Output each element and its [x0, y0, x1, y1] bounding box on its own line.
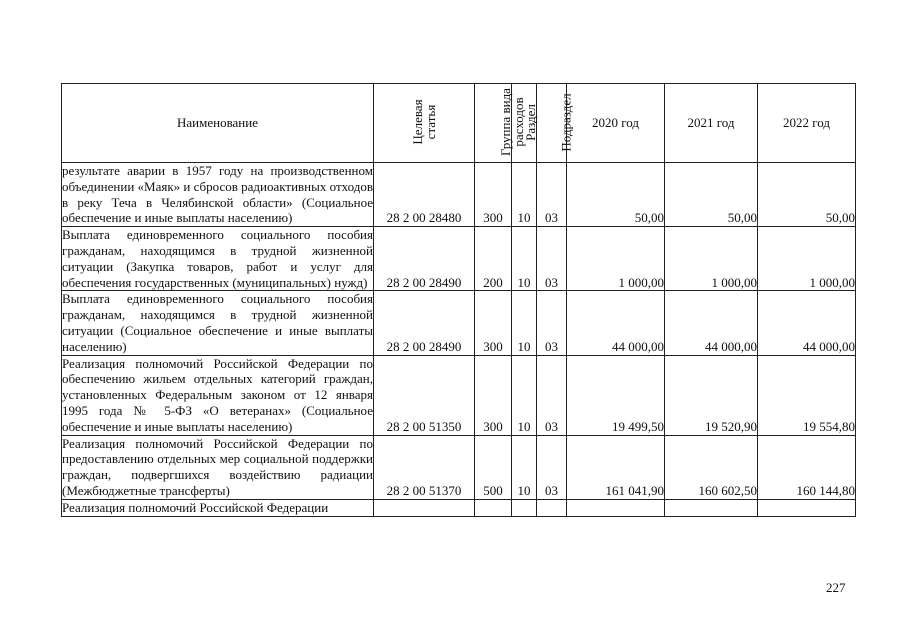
row-2020: 44 000,00 [567, 291, 665, 355]
row-group: 300 [475, 291, 512, 355]
row-2021 [665, 499, 758, 516]
header-section-label: Раздел [522, 104, 538, 141]
row-subsection: 03 [537, 355, 567, 435]
row-article: 28 2 00 28490 [374, 291, 475, 355]
row-2022: 1 000,00 [758, 227, 856, 291]
row-subsection [537, 499, 567, 516]
table-row [62, 163, 856, 227]
header-subsection [537, 84, 574, 163]
row-2021: 50,00 [665, 163, 758, 227]
row-2021: 160 602,50 [665, 435, 758, 499]
row-group: 500 [475, 435, 512, 499]
table-body [62, 163, 856, 517]
table-row [62, 227, 856, 291]
budget-table [61, 83, 856, 517]
row-section: 10 [512, 291, 537, 355]
row-article: 28 2 00 28490 [374, 227, 475, 291]
row-2021: 44 000,00 [665, 291, 758, 355]
row-2020: 50,00 [567, 163, 665, 227]
row-section: 10 [512, 435, 537, 499]
row-article: 28 2 00 51350 [374, 355, 475, 435]
row-2022: 19 554,80 [758, 355, 856, 435]
row-name: Выплата единовременного социального пособия гражданам, находящимся в трудной жизненной ситуации (Социальное обеспечение и иные выплаты населению) [62, 291, 373, 354]
row-2022: 160 144,80 [758, 435, 856, 499]
header-group [475, 84, 526, 163]
table-row [62, 355, 856, 435]
row-name: Выплата единовременного социального пособия гражданам, находящимся в трудной жизненной ситуации (Закупка товаров, работ и услуг для обеспечения государственных (муниципальных) нужд) [62, 227, 373, 290]
row-section [512, 499, 537, 516]
row-group: 300 [475, 355, 512, 435]
header-2020: 2020 год [567, 84, 665, 163]
header-2021: 2021 год [665, 84, 758, 163]
row-2021: 19 520,90 [665, 355, 758, 435]
header-article [374, 84, 475, 163]
row-2022: 50,00 [758, 163, 856, 227]
row-2020: 161 041,90 [567, 435, 665, 499]
header-subsection-label: Подраздел [558, 93, 574, 152]
row-group: 300 [475, 163, 512, 227]
row-2022 [758, 499, 856, 516]
row-2021: 1 000,00 [665, 227, 758, 291]
row-name: результате аварии в 1957 году на производственном объединении «Маяк» и сбросов радиоактивных отходов в реку Теча в Челябинской области» (Социальное обеспечение и иные выплаты населению) [62, 163, 374, 226]
table-row [62, 291, 856, 355]
row-group [475, 499, 512, 516]
row-section: 10 [512, 163, 537, 227]
row-section: 10 [512, 227, 537, 291]
table-header [62, 84, 856, 163]
row-article: 28 2 00 51370 [374, 435, 475, 499]
row-2020: 1 000,00 [567, 227, 665, 291]
row-subsection: 03 [537, 163, 567, 227]
row-article [374, 499, 475, 516]
row-subsection: 03 [537, 291, 567, 355]
table-row [62, 435, 856, 499]
header-name: Наименование [62, 84, 374, 163]
row-2020 [567, 499, 665, 516]
row-name: Реализация полномочий Российской Федерации по обеспечению жильем отдельных категорий граждан, установленных Федеральным законом от 12 января 1995 года № 5-ФЗ «О ветеранах» (Социальное обеспечение и иные выплаты населению) [62, 355, 373, 434]
row-subsection: 03 [537, 435, 567, 499]
row-article: 28 2 00 28480 [374, 163, 475, 227]
row-section: 10 [512, 355, 537, 435]
row-name: Реализация полномочий Российской Федерации по предоставлению отдельных мер социальной поддержки граждан, подвергшихся воздействию радиации (Межбюджетные трансферты) [62, 435, 373, 498]
row-group: 200 [475, 227, 512, 291]
header-article-label: Целевая статья [410, 99, 438, 145]
row-2020: 19 499,50 [567, 355, 665, 435]
page-number: 227 [826, 580, 846, 595]
table-row [62, 499, 856, 516]
row-name: Реализация полномочий Российской Федерации [62, 499, 374, 516]
row-2022: 44 000,00 [758, 291, 856, 355]
header-group-label: Группа вида расходов [498, 88, 526, 157]
header-2022: 2022 год [758, 84, 856, 163]
row-subsection: 03 [537, 227, 567, 291]
